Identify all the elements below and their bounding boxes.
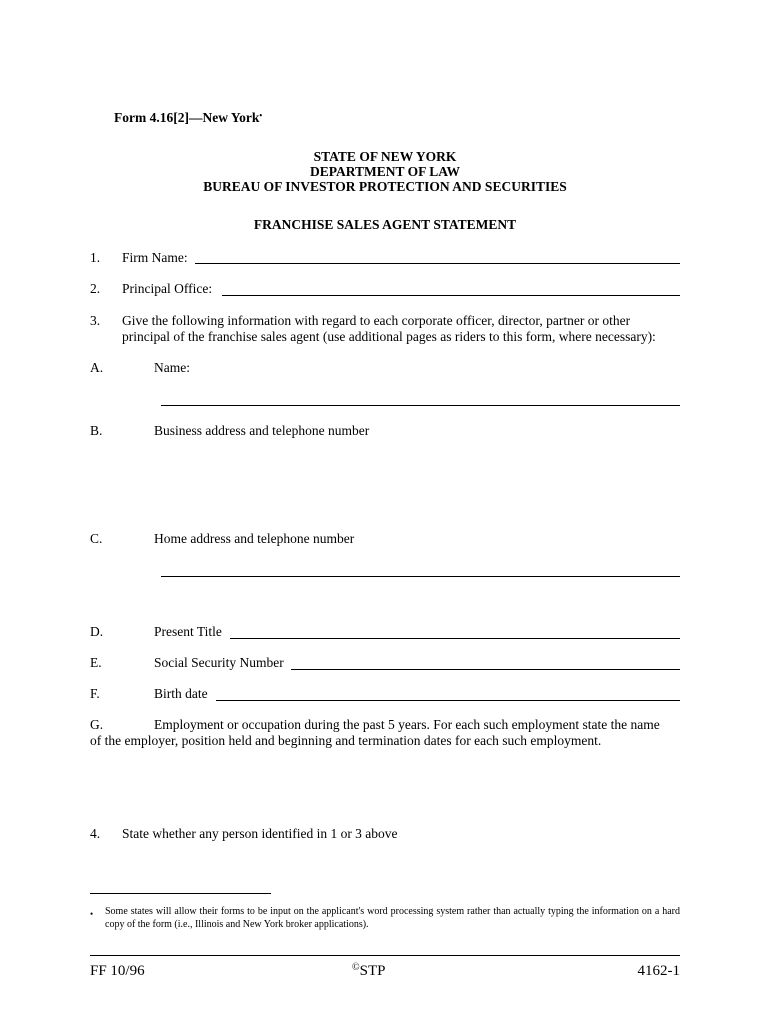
footer-divider bbox=[90, 955, 680, 956]
item2-number: 2. bbox=[90, 281, 101, 296]
item3-text-line2: principal of the franchise sales agent (use additional pages as riders to this form, where necessary): bbox=[122, 329, 656, 344]
footnote-marker-ref: • bbox=[259, 111, 263, 120]
sub-g-letter: G. bbox=[90, 717, 104, 732]
home-address-field[interactable] bbox=[161, 576, 680, 577]
name-label: Name: bbox=[154, 360, 190, 375]
footer-page-code: 4162-1 bbox=[637, 963, 680, 979]
item4-number: 4. bbox=[90, 826, 101, 841]
principal-office-label: Principal Office: bbox=[122, 281, 213, 296]
employment-text-line2: of the employer, position held and beginning and termination dates for each such employment. bbox=[90, 733, 602, 748]
form-label-text: Form 4.16[2]—New York bbox=[114, 110, 260, 125]
firm-name-label: Firm Name: bbox=[122, 250, 188, 265]
item3-number: 3. bbox=[90, 313, 101, 328]
footer-copyright bbox=[352, 962, 385, 980]
birth-date-field[interactable] bbox=[216, 700, 680, 701]
principal-office-field[interactable] bbox=[222, 295, 680, 296]
firm-name-field[interactable] bbox=[195, 263, 680, 264]
employment-text-line1: Employment or occupation during the past 5 years. For each such employment state the name bbox=[154, 717, 660, 732]
name-field[interactable] bbox=[161, 405, 680, 406]
header-bureau: BUREAU OF INVESTOR PROTECTION AND SECURITIES bbox=[203, 179, 567, 194]
birth-date-label: Birth date bbox=[154, 686, 208, 701]
footnote-marker: • bbox=[90, 909, 94, 919]
sub-d-letter: D. bbox=[90, 624, 104, 639]
footer-form-code: FF 10/96 bbox=[90, 963, 145, 979]
sub-c-letter: C. bbox=[90, 531, 103, 546]
sub-a-letter: A. bbox=[90, 360, 104, 375]
item4-text: State whether any person identified in 1 or 3 above bbox=[122, 826, 398, 841]
home-address-label: Home address and telephone number bbox=[154, 531, 355, 546]
item1-number: 1. bbox=[90, 250, 101, 265]
present-title-field[interactable] bbox=[230, 638, 680, 639]
sub-e-letter: E. bbox=[90, 655, 102, 670]
copyright-symbol: © bbox=[352, 962, 360, 973]
ssn-label: Social Security Number bbox=[154, 655, 284, 670]
header-state: STATE OF NEW YORK bbox=[313, 149, 457, 164]
item3-text-line1: Give the following information with regard to each corporate officer, director, partner or other bbox=[122, 313, 631, 328]
page-title: FRANCHISE SALES AGENT STATEMENT bbox=[253, 217, 517, 232]
footnote-divider bbox=[90, 893, 271, 894]
sub-b-letter: B. bbox=[90, 423, 103, 438]
header-department: DEPARTMENT OF LAW bbox=[309, 164, 461, 179]
footer-copyright-text: STP bbox=[359, 963, 386, 979]
business-address-label: Business address and telephone number bbox=[154, 423, 370, 438]
present-title-label: Present Title bbox=[154, 624, 222, 639]
footnote-text: Some states will allow their forms to be input on the applicant's word processing system rather than actually typing the information on a hard copy of the form (i.e., Illinois and New York broker applications). bbox=[105, 906, 680, 930]
ssn-field[interactable] bbox=[291, 669, 680, 670]
form-label bbox=[114, 110, 262, 126]
sub-f-letter: F. bbox=[90, 686, 100, 701]
